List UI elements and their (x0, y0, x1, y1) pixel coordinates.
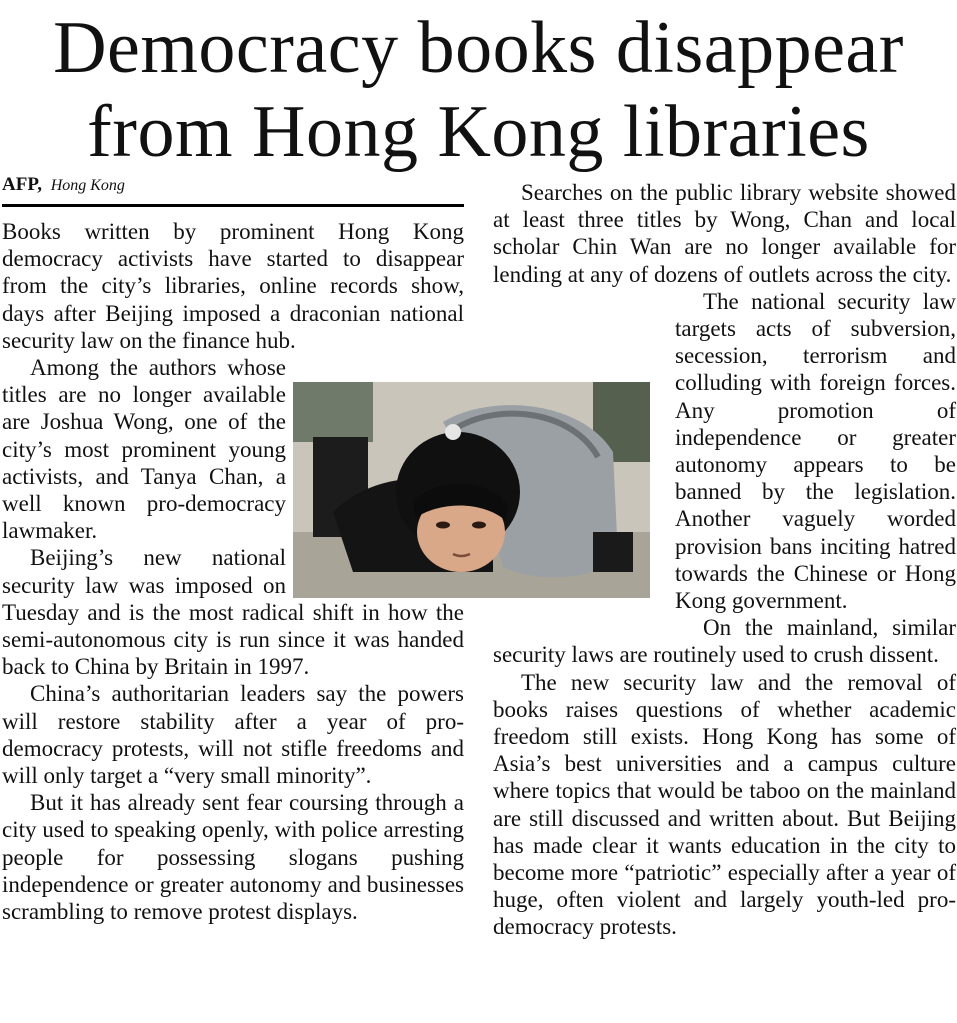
paragraph: Beijing’s new national security law was imposed on Tuesday and is the most radical shift in how the semi-autonomous city is run since it was handed back to China by Britain in 1997. (2, 545, 464, 680)
paragraph: The national security law targets acts of subversion, secession, terrorism and colluding with foreign forces. Any promotion of independence or greater autonomy appears to be banned by the legislation. Another vaguely worded provision bans inciting hatred towards the Chinese or Hong Kong government. (675, 288, 956, 614)
paragraph: On the mainland, similar security laws are routinely used to crush dissent. (493, 615, 956, 668)
paragraph: Among the authors whose titles are no longer available are Joshua Wong, one of the city’s most prominent young activists, and Tanya Chan, a well known pro-democracy lawmaker. (2, 355, 286, 544)
paragraph: Searches on the public library website showed at least three titles by Wong, Chan and local scholar Chin Wan are no longer available for lending at any of dozens of outlets across the city. (493, 180, 956, 287)
byline-location: Hong Kong (50, 177, 125, 194)
paragraph: The new security law and the removal of books raises questions of whether academic freedom still exists. Hong Kong has some of Asia’s best universities and a campus culture where topics that would be taboo on the mainland are still discussed and written about. But Beijing has made clear it wants education in the city to become more “patriotic” especially after a year of huge, often violent and largely youth-led pro-democracy protests. (493, 669, 956, 940)
news-photo (293, 382, 650, 598)
paragraph: Books written by prominent Hong Kong democracy activists have started to disappear from the city’s libraries, online records show, days after Beijing imposed a draconian national security law on the finance hub. (2, 219, 464, 353)
byline (2, 174, 464, 207)
headline (0, 6, 957, 174)
byline-agency: AFP, (2, 174, 42, 195)
paragraph: But it has already sent fear coursing through a city used to speaking openly, with police arresting people for possessing slogans pushing independence or greater autonomy and businesses scrambling to remove protest displays. (2, 790, 464, 925)
paragraph: China’s authoritarian leaders say the powers will restore stability after a year of pro-democracy protests, will not stifle freedoms and will only target a “very small minority”. (2, 681, 464, 789)
headline-line-2: from Hong Kong libraries (87, 91, 870, 173)
headline-line-1: Democracy books disappear (53, 7, 904, 89)
photo-illustration (293, 382, 650, 598)
